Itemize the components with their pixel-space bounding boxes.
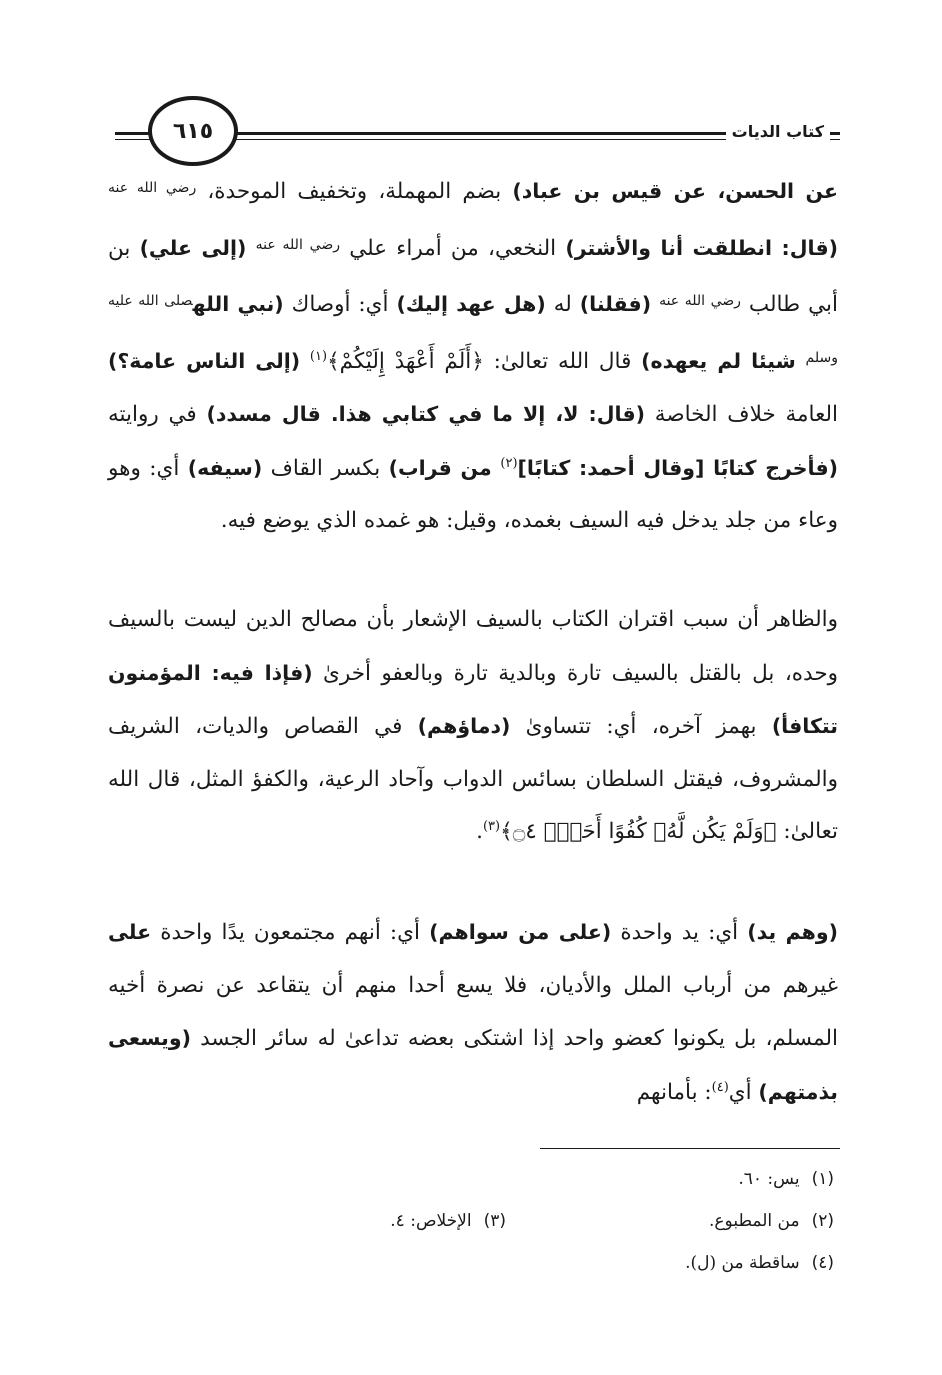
honorific-radiallah: رضي الله عنه <box>255 236 340 253</box>
footnote-marker: (٣) <box>482 818 501 834</box>
quran-verse: قال الله تعالىٰ: ﴿أَلَمْ أَعْهَدْ إِلَيْكُمْ﴾ <box>327 348 642 374</box>
matn-text: (فإذا فيه: المؤمنون تتكافأ) <box>108 660 838 738</box>
footnote-marker: (٤) <box>711 1079 729 1095</box>
matn-text: (فأخرج كتابًا [وقال أحمد: كتابًا] <box>517 455 838 480</box>
sharh-text: النخعي، من أمراء علي <box>339 235 566 261</box>
matn-text: شيئا لم يعهده) <box>641 348 796 373</box>
sharh-text: بهمز آخره، أي: تتساوىٰ <box>510 714 772 739</box>
sharh-text: بكسر القاف <box>262 455 389 481</box>
footnote-number: (٣) <box>483 1211 506 1231</box>
sharh-text: العامة خلاف الخاصة <box>645 402 838 427</box>
matn-text: (نبي الله <box>192 292 284 316</box>
matn-text: (قال: انطلقت أنا والأشتر) <box>565 235 839 260</box>
matn-text: (إلى علي) <box>139 235 247 260</box>
footnote-number: (٢) <box>811 1211 834 1231</box>
footnote-text: الإخلاص: ٤. <box>390 1211 472 1231</box>
sharh-text: أي <box>728 1079 759 1105</box>
sharh-text: في القصاص والديات، الشريف والمشروف، فيقتل السلطان بسائس الدواب وآحاد الرعية، والكفؤ المثل، قال الله تعالىٰ: ﴿وَلَمْ يَكُن لَّهُۥ كُفُوًا أَحَدٌۢ ۝٤﴾ <box>108 714 838 844</box>
sharh-text: في روايته <box>108 402 207 427</box>
footnote-separator <box>540 1148 840 1149</box>
footnote-text: يس: ٦٠. <box>738 1169 800 1189</box>
footnote-4 <box>685 1250 834 1276</box>
sharh-text: له <box>545 292 580 317</box>
matn-text: (على من سواهم) <box>429 920 612 944</box>
sharh-text: : بأمانهم <box>636 1079 712 1105</box>
sharh-text: والظاهر أن سبب اقتران الكتاب بالسيف الإشعار بأن مصالح الدين ليست بالسيف وحده، بل بالقتل بالسيف تارة وبالدية تارة وبالعفو أخرىٰ <box>108 607 838 686</box>
footnote-text: ساقطة من (ل). <box>685 1253 800 1273</box>
sharh-text: غيرهم من أرباب الملل والأديان، فلا يسع أحدا منهم أن يتقاعد عن نصرة أخيه المسلم، بل يكونوا كعضو واحد إذا اشتكى بعضه تداعىٰ له سائر الجسد <box>108 972 838 1051</box>
matn-text: (إلى الناس عامة؟) <box>108 348 301 373</box>
matn-text: (ويسعى بذمتهم) <box>108 1026 838 1104</box>
footnote-number: (٤) <box>811 1253 834 1273</box>
footnote-number: (١) <box>811 1169 834 1189</box>
footnote-3 <box>390 1208 506 1234</box>
sharh-text: أي: يد واحدة <box>611 920 748 945</box>
footnote-text: من المطبوع. <box>708 1211 800 1231</box>
matn-text: (وهم يد) <box>747 920 838 944</box>
matn-text: (قال: لا، إلا ما في كتابي هذا. قال مسدد) <box>206 402 646 426</box>
matn-text: (سيفه) <box>187 455 263 480</box>
sharh-text: أي: أوصاك <box>283 292 397 317</box>
page-number: ٦١٥ <box>148 96 238 166</box>
honorific-radiallah: رضي الله عنه <box>659 293 741 309</box>
paragraph-1 <box>108 162 838 548</box>
sharh-text: أي: وهو وعاء من جلد يدخل فيه السيف بغمده، وقيل: هو غمده الذي يوضع فيه. <box>108 455 838 533</box>
matn-text: (فقلنا) <box>579 292 652 316</box>
footnote-marker: (١) <box>309 348 328 364</box>
honorific-radiallah: رضي الله عنه <box>108 180 197 196</box>
matn-text: عن الحسن، عن قيس بن عباد) <box>512 179 838 203</box>
paragraph-2: والظاهر أن سبب اقتران الكتاب بالسيف الإشعار بأن مصالح الدين ليست بالسيف وحده، بل بالقتل بالسيف تارة وبالدية تارة وبالعفو أخرىٰ (فإذا فيه: المؤمنون تتكافأ) بهمز آخره، أي: تتساوىٰ (دماؤهم) في القصاص والديات، الشريف والمشروف، فيقتل السلطان بسائس الدواب وآحاد الرعية، والكفؤ المثل، قال الله تعالىٰ: ﴿وَلَمْ يَكُن لَّهُۥ كُفُوًا أَحَدٌۢ ۝٤﴾$^{(٣)}$. <box>108 607 838 844</box>
sharh-text: بن أبي طالب <box>108 235 838 317</box>
paragraph-3 <box>108 906 838 1119</box>
matn-text: على <box>108 920 152 944</box>
footnote-marker: (٢) <box>500 455 518 471</box>
sharh-text: أي: أنهم مجتمعون يدًا واحدة <box>151 920 430 945</box>
matn-text: (هل عهد إليك) <box>396 292 546 316</box>
honorific-salla: صلى الله عليه وسلم <box>108 293 838 366</box>
sharh-text: بضم المهملة، وتخفيف الموحدة، <box>196 179 513 204</box>
running-title: كتاب الديات <box>726 122 830 141</box>
footnote-1 <box>738 1166 834 1192</box>
matn-text: من قراب) <box>388 455 501 480</box>
footnote-2 <box>709 1208 834 1234</box>
matn-text: (دماؤهم) <box>417 714 511 738</box>
